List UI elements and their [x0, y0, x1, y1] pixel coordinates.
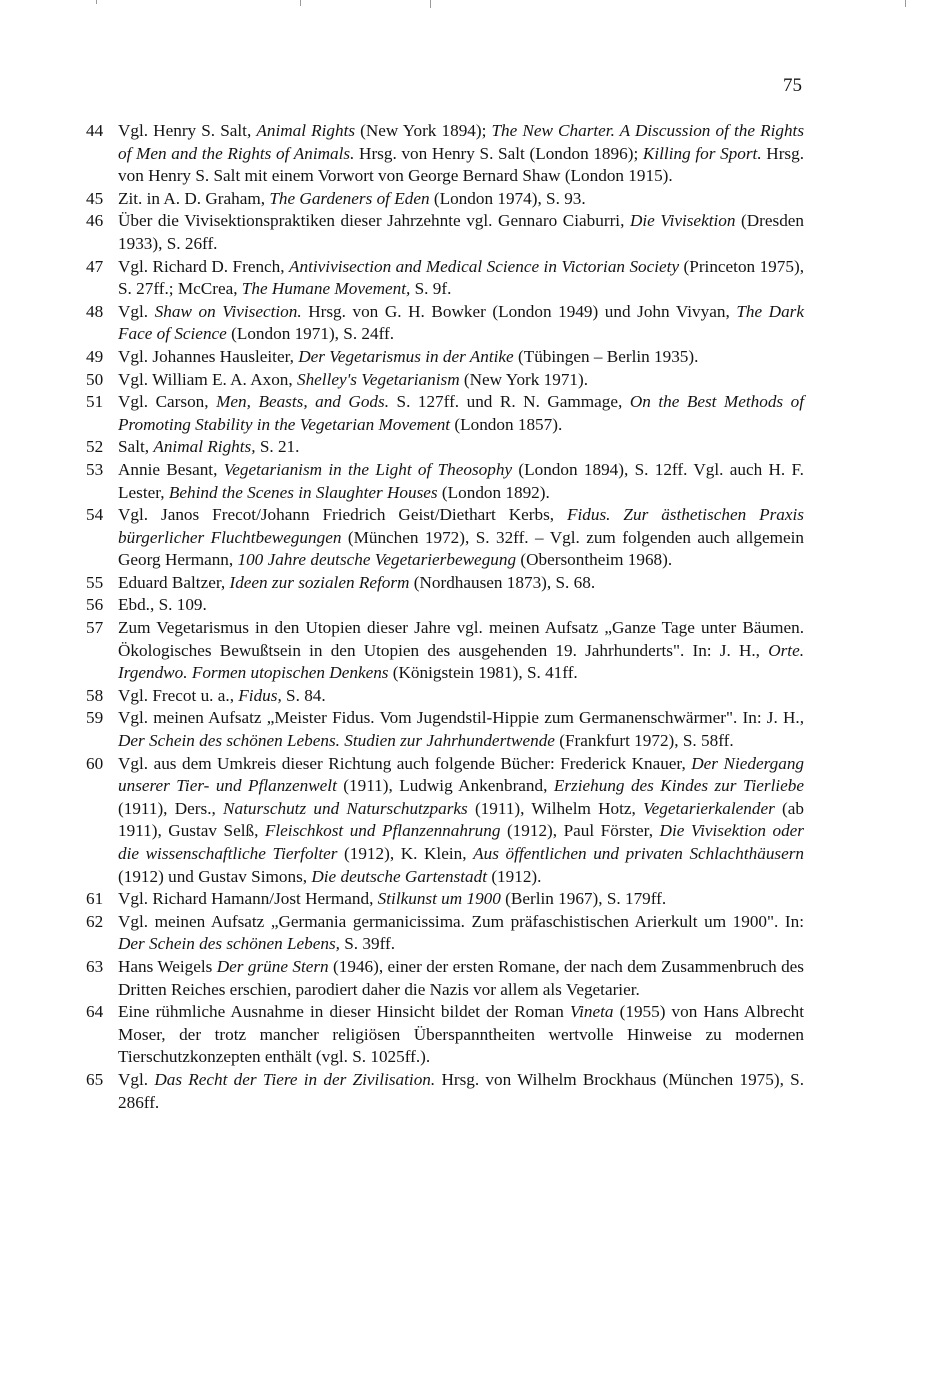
- endnote: [86, 753, 804, 889]
- scan-edge-mark: [430, 0, 431, 8]
- endnote: [86, 888, 804, 911]
- endnote-number: 60: [86, 753, 104, 773]
- endnote-text-run: (London 1894), S. 12ff. Vgl. auch H. F. Lester,: [118, 459, 804, 502]
- endnote-number: 59: [86, 708, 104, 728]
- endnote-text-run: S. 21.: [255, 437, 300, 457]
- endnote-text: [118, 436, 804, 459]
- endnote: [86, 685, 804, 708]
- endnote-number: 57: [86, 618, 104, 638]
- endnote-number: 61: [86, 889, 104, 909]
- endnote-text: [118, 391, 804, 436]
- endnote-text-run: Über die Vivisektionspraktiken dieser Jahrzehnte vgl. Gennaro Ciaburri,: [118, 211, 630, 231]
- endnote: [86, 1001, 804, 1069]
- endnote-number: 58: [86, 685, 104, 705]
- endnote-text-run: (Königstein 1981), S. 41ff.: [388, 663, 578, 683]
- endnote-text: [118, 256, 804, 301]
- endnote-text-run: Vgl. Henry S. Salt,: [118, 121, 257, 140]
- endnote-text-run: (1912), Paul Förster,: [500, 821, 660, 841]
- endnote-text-run: Vgl. Richard D. French,: [118, 256, 290, 276]
- endnote-text-run: (Berlin 1967), S. 179ff.: [500, 889, 667, 909]
- endnote-text: [118, 685, 804, 708]
- endnote-title: Naturschutz und Naturschutzparks: [223, 798, 468, 818]
- endnote-text-run: (1911), Wilhelm Hotz,: [467, 798, 644, 818]
- endnote: [86, 707, 804, 752]
- endnote: [86, 369, 804, 392]
- endnote-text-run: Vgl. meinen Aufsatz „Germania germanicissima. Zum präfaschistischen Arierkult um 1900". In:: [118, 911, 804, 931]
- endnote-text-run: (New York 1971).: [459, 369, 589, 389]
- endnote-text-run: (Frankfurt 1972), S. 58ff.: [554, 731, 734, 751]
- endnote-text: [118, 956, 804, 1001]
- endnote-title: Die deutsche Gartenstadt: [311, 866, 488, 886]
- endnote-text: [118, 210, 804, 255]
- endnote-title: Der grüne Stern: [216, 956, 329, 976]
- endnote-number: 44: [86, 121, 104, 140]
- endnote-text: [118, 369, 804, 392]
- endnote-text-run: (Dresden 1933), S. 26ff.: [118, 211, 805, 253]
- endnote-title: Shaw on Vivisection.: [154, 301, 302, 321]
- endnote-text-run: (Nordhausen 1873), S. 68.: [409, 572, 596, 592]
- endnote-number: 56: [86, 595, 104, 615]
- endnote-text-run: Eine rühmliche Ausnahme in dieser Hinsicht bildet der Roman: [118, 1002, 570, 1022]
- endnote: [86, 504, 804, 572]
- endnote-title: Fidus,: [238, 685, 282, 705]
- endnote-text-run: Eduard Baltzer,: [118, 572, 230, 592]
- endnote-text-run: (London 1857).: [450, 414, 563, 434]
- endnote-text: [118, 707, 804, 752]
- endnote-title: Vegetarianism in the Light of Theosophy: [223, 459, 513, 479]
- endnote-title: Der Schein des schönen Lebens,: [118, 934, 340, 954]
- endnote-number: 51: [86, 392, 104, 412]
- endnote-title: Shelley's Vegetarianism: [296, 369, 460, 389]
- endnote-text-run: Vgl. Richard Hamann/Jost Hermand,: [118, 889, 378, 909]
- endnote-title: Animal Rights,: [153, 437, 256, 457]
- endnote-text-run: Hrsg. von Henry S. Salt (London 1896);: [354, 143, 643, 163]
- endnote-text: [118, 572, 804, 595]
- endnote-title: Fidus. Zur ästhetischen Praxis bürgerlicher Fluchtbewegungen: [118, 505, 804, 547]
- endnote-text-run: Vgl. William E. A. Axon,: [118, 369, 297, 389]
- endnote-title: Der Niedergang unserer Tier- und Pflanzenwelt: [118, 753, 805, 796]
- endnote-number: 47: [86, 256, 104, 276]
- endnote-text-run: (1912) und Gustav Simons,: [118, 866, 312, 886]
- endnote-number: 63: [86, 956, 104, 976]
- endnotes-list: [86, 120, 804, 1114]
- endnote-title: Der Schein des schönen Lebens. Studien zur Jahrhundertwende: [118, 731, 555, 751]
- endnote-text-run: (ab 1911), Gustav Selß,: [118, 798, 804, 841]
- endnote-number: 55: [86, 572, 104, 592]
- endnote-number: 62: [86, 911, 104, 931]
- endnote-title: Orte. Irgendwo. Formen utopischen Denkens: [118, 640, 804, 683]
- endnote-text-run: Vgl. Janos Frecot/Johann Friedrich Geist/Diethart Kerbs,: [118, 505, 568, 525]
- endnote-title: Killing for Sport.: [642, 143, 762, 163]
- endnote-title: Vegetarierkalender: [643, 798, 775, 818]
- endnote-text-run: (Tübingen – Berlin 1935).: [513, 346, 699, 366]
- endnote-text-run: (1955) von Hans Albrecht Moser, der trotz mancher religiösen Überspanntheiten wertvolle Hinweise zu modernen Tierschutzkonzepten enthält (vgl. S. 1025ff.).: [118, 1002, 805, 1067]
- endnote-text-run: (London 1971), S. 24ff.: [226, 324, 395, 344]
- endnote-title: On the Best Methods of Promoting Stability in the Vegetarian Movement: [118, 392, 805, 434]
- endnote: [86, 956, 804, 1001]
- endnote-title: Stilkunst um 1900: [377, 889, 501, 909]
- endnote-text: [118, 346, 804, 369]
- scan-edge-mark: [300, 0, 301, 6]
- endnote-number: 50: [86, 369, 104, 389]
- endnote-text-run: S. 39ff.: [339, 934, 396, 954]
- endnote-text-run: Vgl. Carson,: [118, 392, 217, 412]
- endnote-title: The Dark Face of Science: [118, 301, 805, 344]
- endnote-text-run: Salt,: [118, 437, 154, 457]
- endnote-title: The Humane Movement,: [241, 279, 411, 299]
- endnote-text-run: (1911), Ders.,: [118, 798, 224, 818]
- endnote-text-run: Hrsg. von G. H. Bowker (London 1949) und John Vivyan,: [301, 301, 737, 321]
- endnote: [86, 346, 804, 369]
- endnote-text: [118, 753, 804, 889]
- endnote-text-run: (1946), einer der ersten Romane, der nach dem Zusammenbruch des Dritten Reiches erschien, parodiert daher die Nazis vor allem als Vegetarier.: [118, 956, 804, 999]
- endnote-title: Die Vivisektion oder die wissenschaftliche Tierfolter: [118, 821, 804, 863]
- endnote-title: Antivivisection and Medical Science in Victorian Society: [289, 256, 680, 276]
- endnote-text: [118, 1001, 804, 1069]
- endnote-text-run: (München 1972), S. 32ff. – Vgl. zum folgenden auch allgemein Georg Hermann,: [118, 527, 804, 570]
- endnote: [86, 572, 804, 595]
- endnote: [86, 256, 804, 301]
- endnote-number: 46: [86, 211, 104, 231]
- endnote-title: Erziehung des Kindes zur Tierliebe: [553, 776, 804, 796]
- endnote-number: 64: [86, 1002, 104, 1022]
- endnote-text-run: Vgl. aus dem Umkreis dieser Richtung auch folgende Bücher: Frederick Knauer,: [118, 753, 692, 773]
- endnote: [86, 436, 804, 459]
- endnote-text-run: S. 9f.: [410, 279, 452, 299]
- endnote-text-run: Vgl. Frecot u. a.,: [118, 685, 239, 705]
- endnote-text-run: Hans Weigels: [118, 956, 217, 976]
- endnote-title: Behind the Scenes in Slaughter Houses: [168, 482, 438, 502]
- endnote: [86, 617, 804, 685]
- endnote-text: [118, 617, 804, 685]
- endnote-text-run: (1912).: [487, 866, 542, 886]
- endnote-number: 54: [86, 505, 104, 525]
- endnote-text-run: (New York 1894);: [355, 121, 492, 140]
- endnote-text-run: S. 84.: [281, 685, 326, 705]
- endnote-number: 52: [86, 437, 104, 457]
- endnote: [86, 120, 804, 188]
- endnote-title: Der Vegetarismus in der Antike: [298, 346, 514, 366]
- endnote-title: Das Recht der Tiere in der Zivilisation.: [154, 1069, 436, 1089]
- endnote-text-run: (London 1892).: [437, 482, 550, 502]
- endnote-title: The Gardeners of Eden: [269, 188, 430, 208]
- endnote-number: 45: [86, 188, 104, 208]
- endnote-title: Vineta: [569, 1002, 614, 1022]
- endnote-title: The New Charter. A Discussion of the Rights of Men and the Rights of Animals.: [118, 121, 805, 163]
- endnote-number: 49: [86, 346, 104, 366]
- endnote: [86, 594, 804, 617]
- scan-edge-mark: [905, 0, 906, 7]
- endnote-title: Aus öffentlichen und privaten Schlachthäusern: [473, 844, 805, 863]
- endnote-text-run: (1912), K. Klein,: [337, 844, 474, 863]
- endnote-title: Animal Rights: [256, 121, 356, 140]
- endnote-text: [118, 911, 804, 956]
- endnote-text-run: (London 1974), S. 93.: [429, 188, 586, 208]
- endnote-text: [118, 594, 804, 617]
- endnote-text-run: Annie Besant,: [118, 459, 224, 479]
- endnote: [86, 391, 804, 436]
- endnote-text-run: (Obersontheim 1968).: [516, 550, 673, 570]
- endnote-title: Ideen zur sozialen Reform: [229, 572, 410, 592]
- endnote-title: Men, Beasts, and Gods.: [216, 392, 389, 412]
- endnote-title: Fleischkost und Pflanzennahrung: [264, 821, 501, 841]
- endnote-text: [118, 459, 804, 504]
- endnote-text: [118, 188, 804, 211]
- endnote-text-run: Ebd., S. 109.: [118, 595, 207, 615]
- endnote-text-run: Hrsg. von Wilhelm Brockhaus (München 1975), S. 286ff.: [118, 1069, 805, 1112]
- endnote-text: [118, 1069, 804, 1114]
- endnote-text-run: Vgl. Johannes Hausleiter,: [118, 346, 299, 366]
- scan-edge-mark: [96, 0, 97, 4]
- endnote-text: [118, 120, 804, 188]
- endnote-number: 48: [86, 301, 104, 321]
- endnote: [86, 188, 804, 211]
- endnote-title: 100 Jahre deutsche Vegetarierbewegung: [237, 550, 517, 570]
- endnote-text-run: (1911), Ludwig Ankenbrand,: [336, 776, 554, 796]
- endnote: [86, 301, 804, 346]
- endnote-text: [118, 504, 804, 572]
- endnote-text: [118, 301, 804, 346]
- endnote: [86, 1069, 804, 1114]
- endnote-text-run: S. 127ff. und R. N. Gammage,: [389, 392, 630, 412]
- endnote-text-run: (Princeton 1975), S. 27ff.; McCrea,: [118, 256, 804, 299]
- endnote-title: Die Vivisektion: [629, 211, 736, 231]
- endnote-text-run: Zit. in A. D. Graham,: [118, 188, 270, 208]
- endnote-text-run: Zum Vegetarismus in den Utopien dieser Jahre vgl. meinen Aufsatz „Ganze Tage unter Bäumen. Ökologisches Bewußtsein in den Utopien des ausgehenden 19. Jahrhunderts". In: J. H.,: [118, 618, 804, 660]
- endnote-text-run: Vgl.: [118, 1069, 155, 1089]
- endnote: [86, 459, 804, 504]
- endnote-number: 53: [86, 459, 104, 479]
- endnote: [86, 210, 804, 255]
- page-number: 75: [783, 75, 802, 96]
- endnote-number: 65: [86, 1069, 104, 1089]
- endnote-text: [118, 888, 804, 911]
- endnote-text-run: Vgl. meinen Aufsatz „Meister Fidus. Vom Jugendstil-Hippie zum Germanenschwärmer". In: J. H.,: [118, 708, 804, 728]
- endnote-text-run: Hrsg. von Henry S. Salt mit einem Vorwort von George Bernard Shaw (London 1915).: [118, 143, 805, 186]
- endnote: [86, 911, 804, 956]
- endnote-text-run: Vgl.: [118, 301, 155, 321]
